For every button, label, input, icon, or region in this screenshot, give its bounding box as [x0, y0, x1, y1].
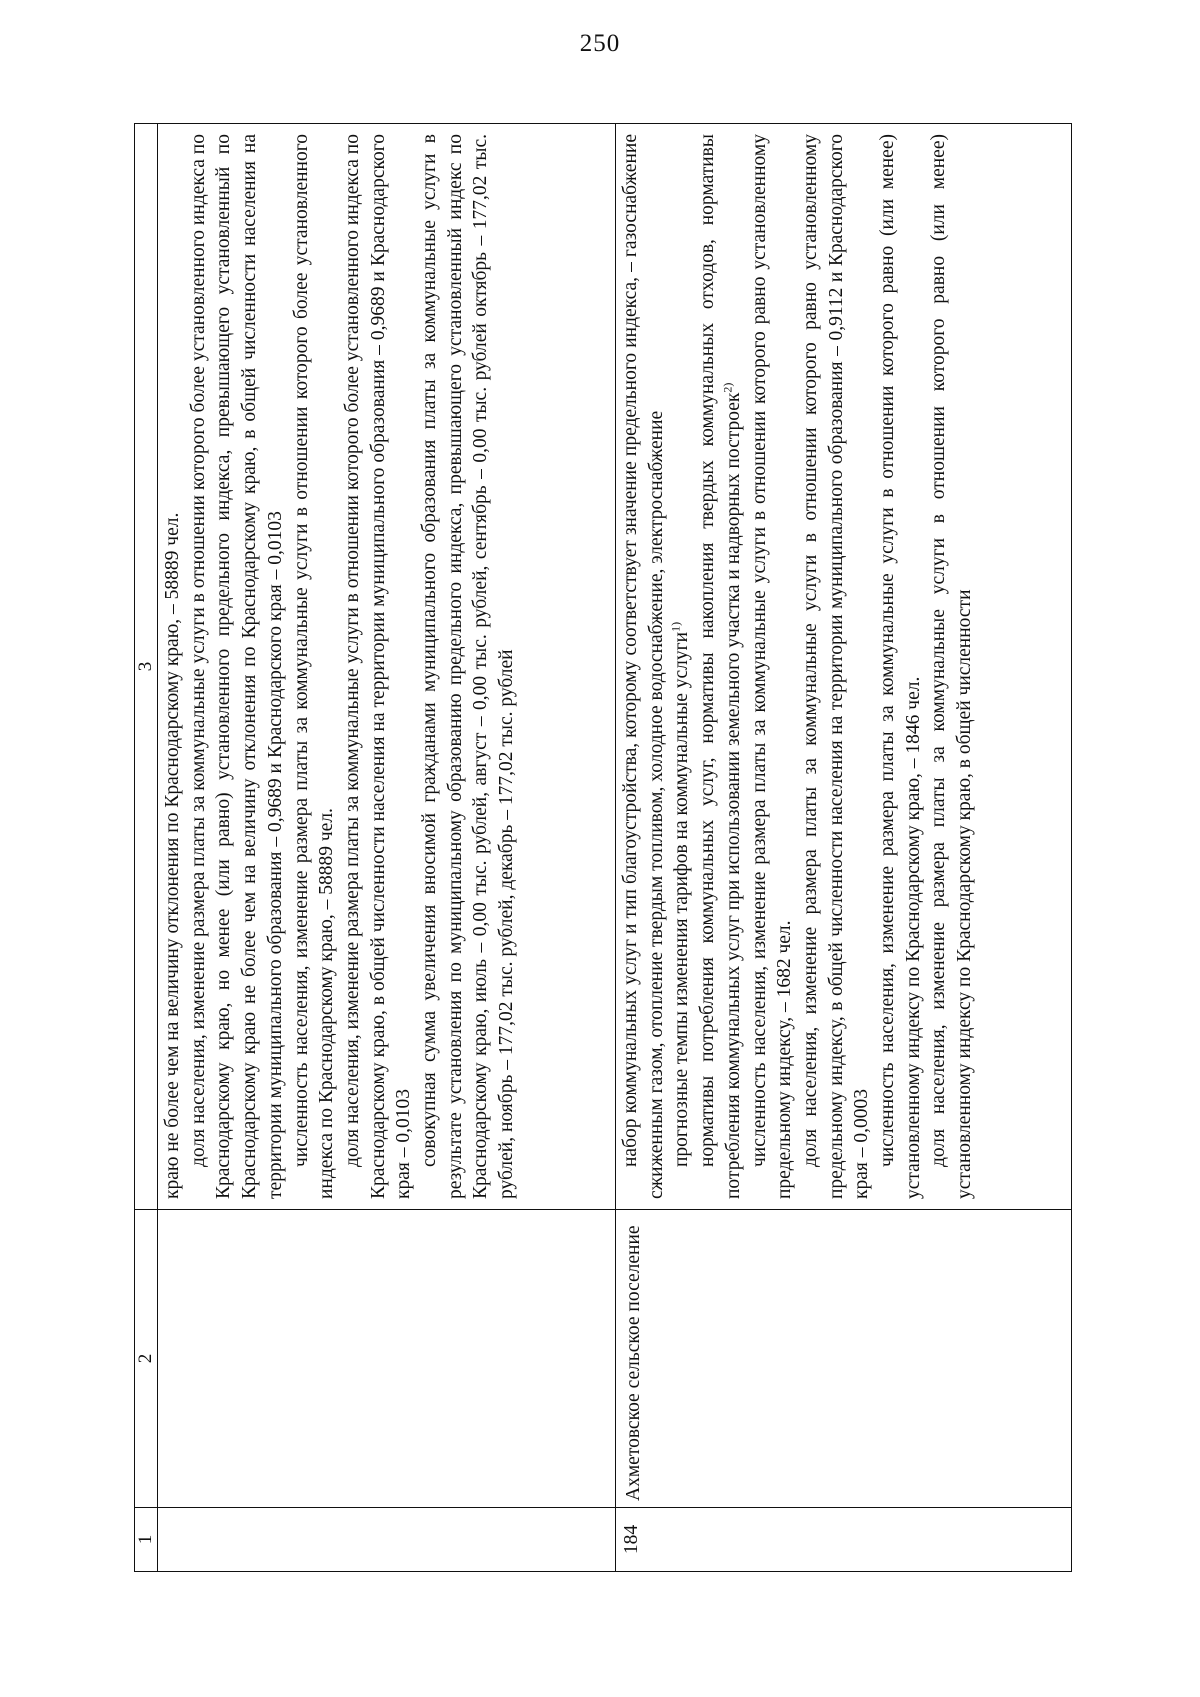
- paragraph: [669, 134, 695, 1199]
- table-row: [616, 124, 1072, 1572]
- table-header-row: [135, 124, 158, 1572]
- paragraph: доля населения, изменение размера платы за коммунальные услуги в отношении которого более установленного индекса по Краснодарскому краю, в общей численности населения на территории муниципального образования – 0,9689 и Краснодарского края – 0,0103: [341, 134, 415, 1199]
- paragraph: доля населения, изменение размера платы за коммунальные услуги в отношении которого равно установленному предельному индексу, в общей численности населения на территории муниципального образования – 0,9112 и Краснодарского края – 0,0003: [799, 134, 873, 1199]
- settlement-name-cell: Ахметовское сельское поселение: [616, 1210, 1072, 1508]
- column-header-2: 2: [135, 1210, 158, 1508]
- paragraph: доля населения, изменение размера платы за коммунальные услуги в отношении которого равно (или менее) установленному индексу по Краснодарскому краю, в общей численности: [928, 134, 976, 1199]
- page-number: 250: [579, 30, 621, 57]
- settlement-name-cell: [158, 1210, 616, 1508]
- paragraph-text: прогнозные темпы изменения тарифов на коммунальные услуги: [671, 631, 693, 1167]
- paragraph: совокупная сумма увеличения вносимой гражданами муниципального образования платы за коммунальные услуги в результате установления по муниципальному образованию предельного индекса, превышающего установленный индекс по Краснодарскому краю, июль – 0,00 тыс. рублей, август – 0,00 тыс. рублей, сентябрь – 0,00 тыс. рублей октябрь – 177,02 тыс. рублей, ноябрь – 177,02 тыс. рублей, декабрь – 177,02 тыс. рублей: [419, 134, 518, 1199]
- column-header-3: 3: [135, 124, 158, 1210]
- description-cell: [158, 124, 616, 1210]
- row-number-cell: [158, 1508, 616, 1572]
- paragraph: набор коммунальных услуг и тип благоустройства, которому соответствует значение предельного индекса, – газоснабжение сжиженным газом, отопление твердым топливом, холодное водоснабжение, электроснабжение: [620, 134, 667, 1199]
- paragraph-text: нормативы потребления коммунальных услуг, нормативы накопления твердых коммунальных отходов, нормативы потребления коммунальных услуг при использовании земельного участка и надворных построек: [697, 134, 744, 1199]
- table-row: [158, 124, 616, 1572]
- paragraph: [695, 134, 746, 1199]
- paragraph: численность населения, изменение размера платы за коммунальные услуги в отношении которого более установленного индекса по Краснодарскому краю, – 58889 чел.: [290, 134, 338, 1199]
- paragraph: краю не более чем на величину отклонения по Краснодарскому краю, – 58889 чел.: [162, 512, 183, 1199]
- paragraph: численность населения, изменение размера платы за коммунальные услуги в отношении которого равно (или менее) установленному индексу по Краснодарскому краю, – 1846 чел.: [877, 134, 924, 1199]
- rotated-table-container: [134, 124, 1052, 1572]
- paragraph: доля населения, изменение размера платы за коммунальные услуги в отношении которого более установленного индекса по Краснодарскому краю, но менее (или равно) установленного предельного индекса, превышающего установленный по Краснодарскому краю не более чем на величину отклонения по Краснодарскому краю, в общей численности населения на территории муниципального образования – 0,9689 и Краснодарского края – 0,0103: [187, 134, 286, 1199]
- row-number-cell: 184: [616, 1508, 1072, 1572]
- paragraph: численность населения, изменение размера платы за коммунальные услуги в отношении которого равно установленному предельному индексу, – 1682 чел.: [748, 134, 796, 1199]
- column-header-1: 1: [135, 1508, 158, 1572]
- footnote-mark: 1): [668, 621, 683, 632]
- description-cell: [616, 124, 1072, 1210]
- data-table: [134, 123, 1072, 1572]
- footnote-mark: 2): [720, 382, 735, 393]
